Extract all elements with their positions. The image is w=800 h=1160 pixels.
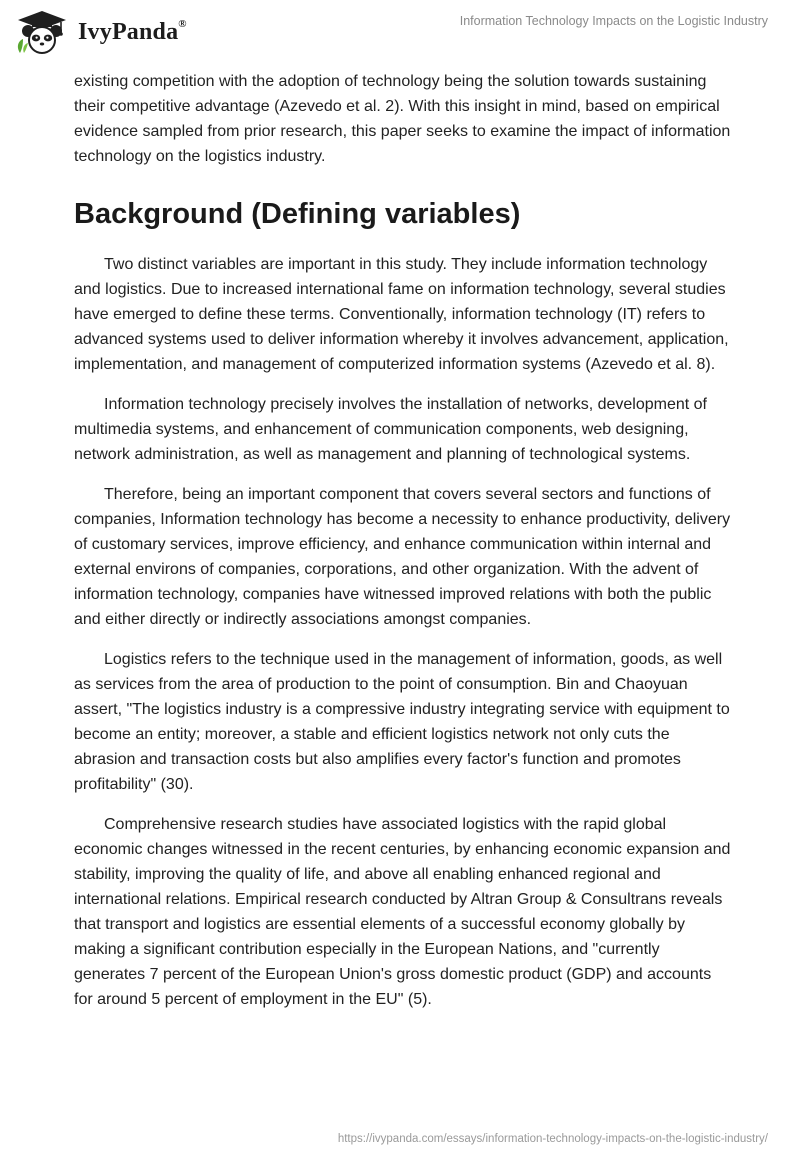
paragraph: Logistics refers to the technique used in the management of information, goods, as well as services from the area of production to the point of consumption. Bin and Chaoyuan assert, "The logistics industry is a compressive industry integrating service with equipment to become an entity; moreover, a stable and efficient logistics network not only cuts the abrasion and transaction costs but also amplifies every factor's function and promotes profitability" (30). bbox=[74, 651, 730, 793]
brand-name: IvyPanda® bbox=[78, 17, 187, 45]
paragraph: Two distinct variables are important in this study. They include information technology and logistics. Due to increased international fame on information technology, several studies have emerged to define these terms. Conventionally, information technology (IT) refers to advanced systems used to deliver information whereby it involves advancement, application, implementation, and management of computerized information systems (Azevedo et al. 8). bbox=[74, 256, 729, 373]
paragraph: Information technology precisely involves the installation of networks, development of multimedia systems, and enhancement of communication components, web designing, network administration, as well as management and planning of technological systems. bbox=[74, 396, 707, 463]
paragraph: Therefore, being an important component that covers several sectors and functions of companies, Information technology has become a necessity to enhance productivity, delivery of customary services, improve efficiency, and enhance communication within internal and external environs of companies, corporations, and other organization. With the advent of information technology, companies have witnessed improved relations with both the public and either directly or indirectly associations amongst companies. bbox=[74, 486, 731, 628]
source-url: https://ivypanda.com/essays/information-technology-impacts-on-the-logistic-industry/ bbox=[337, 1133, 768, 1145]
intro-paragraph: existing competition with the adoption of technology being the solution towards sustaining their competitive advantage (Azevedo et al. 2). With this insight in mind, based on empirical evidence sampled from prior research, this paper seeks to examine the impact of information technology on the logistics industry. bbox=[74, 73, 731, 165]
page-header bbox=[0, 0, 800, 64]
panda-graduate-icon bbox=[14, 9, 70, 55]
document-title: Information Technology Impacts on the Logistic Industry bbox=[459, 14, 768, 28]
section-heading: Background (Defining variables) bbox=[74, 198, 521, 230]
paragraph: Comprehensive research studies have associated logistics with the rapid global economic changes witnessed in the recent centuries, by enhancing economic expansion and stability, improving the quality of life, and above all enabling enhanced regional and international relations. Empirical research conducted by Altran Group & Consultrans reveals that transport and logistics are essential elements of a successful economy globally by making a significant contribution especially in the European Nations, and "currently generates 7 percent of the European Union's gross domestic product (GDP) and accounts for around 5 percent of employment in the EU" (5). bbox=[74, 816, 731, 1008]
registered-mark: ® bbox=[178, 17, 187, 30]
article-body bbox=[74, 69, 734, 1027]
ivypanda-logo-link[interactable] bbox=[14, 8, 187, 56]
